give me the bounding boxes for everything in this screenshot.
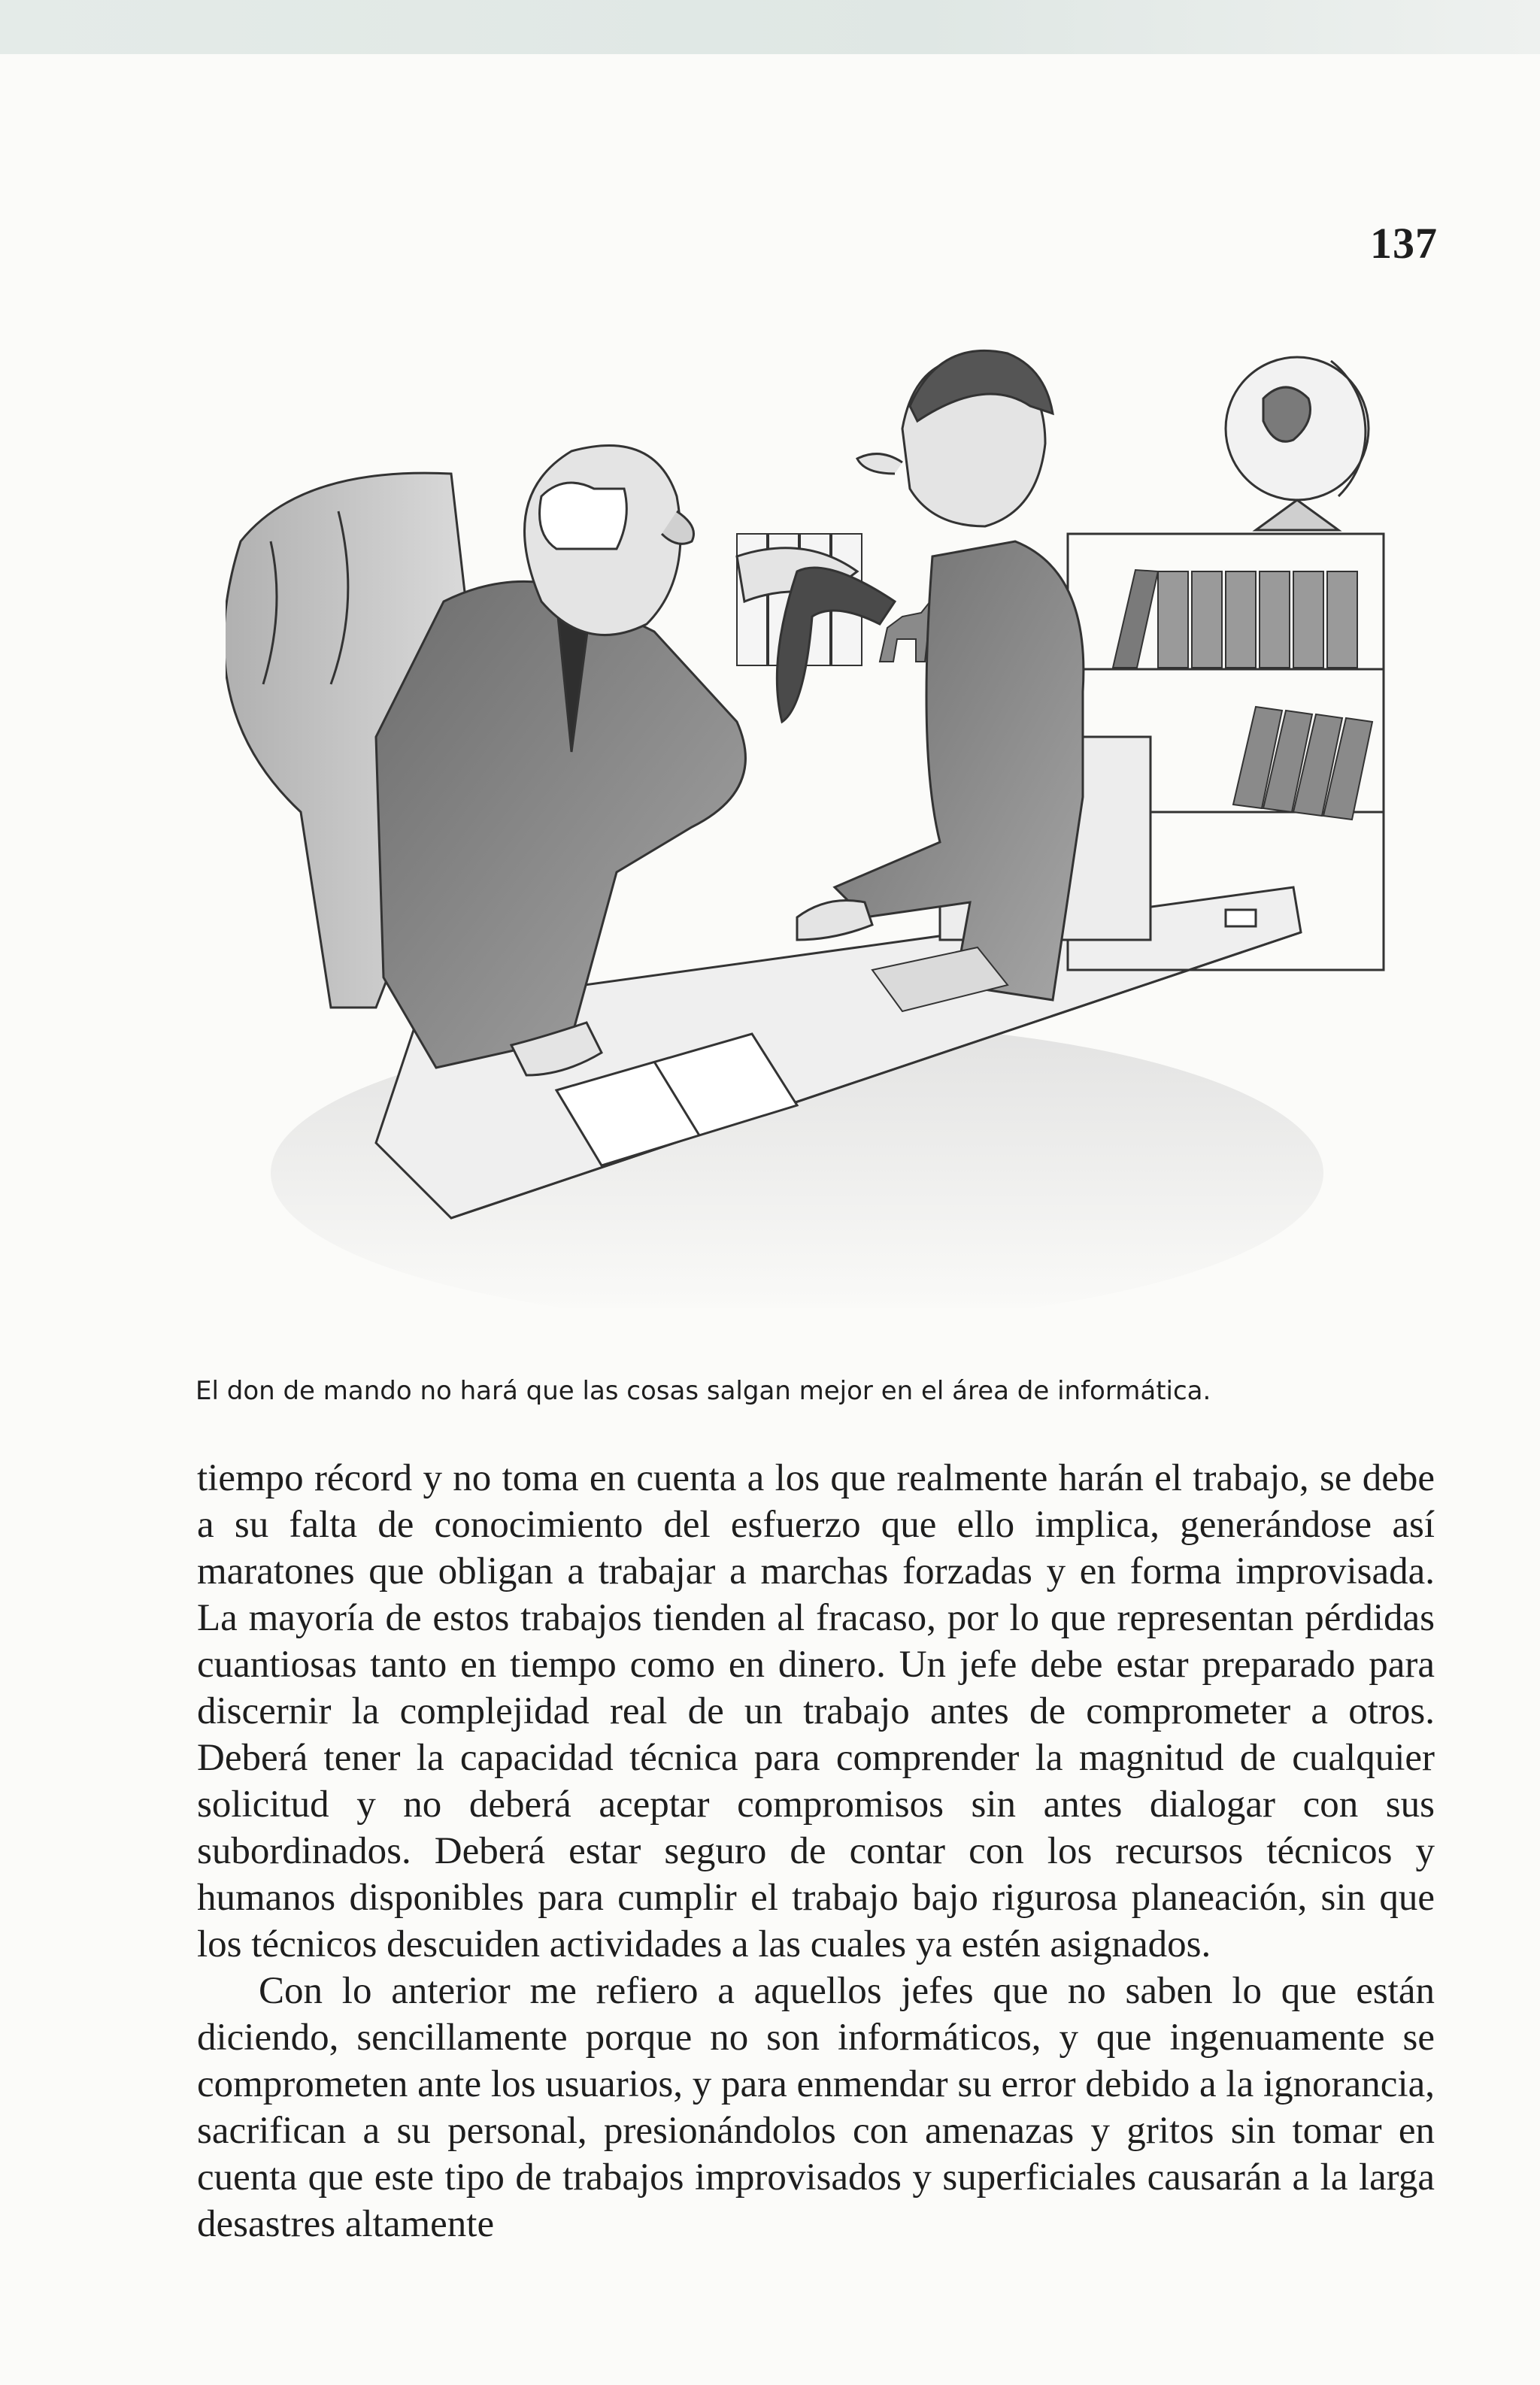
books-top-shelf bbox=[1113, 570, 1357, 668]
books-middle-shelf bbox=[1233, 707, 1372, 820]
globe bbox=[1226, 357, 1369, 530]
office-scene-illustration bbox=[226, 331, 1399, 1308]
paragraph-1: tiempo récord y no toma en cuenta a los que realmente harán el trabajo, se debe a su falta de conocimiento del esfuerzo que ello implica, generándose así maratones que obligan a trabajar a marchas forzadas y en forma improvisada. La mayoría de estos trabajos tienden al fracaso, por lo que representan pérdidas cuantiosas tanto en tiempo como en dinero. Un jefe debe estar preparado para discernir la complejidad real de un trabajo antes de comprometer a otros. Deberá tener la capacidad técnica para comprender la magnitud de cualquier solicitud y no deberá aceptar compromisos sin antes dialogar con sus subordinados. Deberá estar seguro de contar con los recursos técnicos y humanos disponibles para cumplir el trabajo bajo rigurosa planeación, sin que los técnicos descuiden actividades a las cuales ya estén asignados. bbox=[197, 1457, 1435, 1965]
body-text bbox=[197, 1455, 1435, 2247]
page-number: 137 bbox=[1370, 219, 1438, 268]
employee-figure bbox=[797, 350, 1084, 1000]
top-edge-strip bbox=[0, 0, 1540, 54]
figure-caption: El don de mando no hará que las cosas salgan mejor en el área de informática. bbox=[196, 1376, 1211, 1406]
paragraph-2: Con lo anterior me refiero a aquellos jefes que no saben lo que están diciendo, sencillamente porque no son informáticos, y que ingenuamente se comprometen ante los usuarios, y para enmendar su error debido a la ignorancia, sacrifican a su personal, presionándolos con amenazas y gritos sin tomar en cuenta que este tipo de trabajos improvisados y superficiales causarán a la larga desastres altamente bbox=[197, 1970, 1435, 2245]
